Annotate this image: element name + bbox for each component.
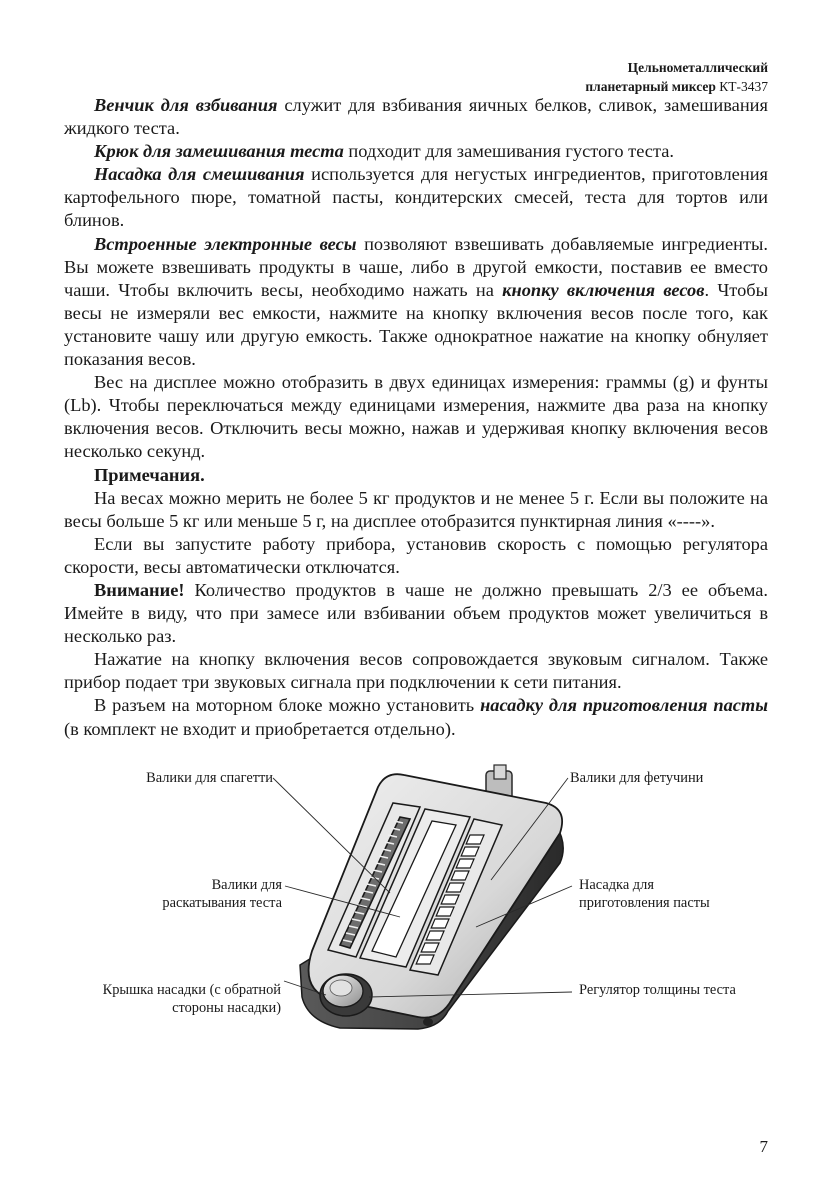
paragraph-whisk xyxy=(64,94,768,140)
label-thickness-knob: Регулятор толщины теста xyxy=(579,982,736,998)
term-pasta-attachment: насадку для приготовления пасты xyxy=(480,695,768,716)
paragraph-text: подходит для замешивания густого теста. xyxy=(343,141,674,162)
paragraph-text: В разъем на моторном блоке можно установить xyxy=(94,695,481,716)
notes-heading: Примечания. xyxy=(94,464,205,485)
paragraph-note-speed: Если вы запустите работу прибора, установив скорость с помощью регулятора скорости, весы автоматически отключатся. xyxy=(64,533,768,577)
paragraph-sound: Нажатие на кнопку включения весов сопровождается звуковым сигналом. Также прибор подает три звуковых сигнала при подключении к сети питания. xyxy=(64,649,768,693)
paragraph-text: используется для негустых ингредиентов, приготовления картофельного пюре, томатной пасты, кондитерских смесей, теста для тортов или блинов. xyxy=(64,164,768,231)
paragraph-pasta xyxy=(64,694,768,740)
paragraph-scales xyxy=(64,233,768,372)
warning-label: Внимание! xyxy=(94,579,185,600)
term-scale-button: кнопку включения весов xyxy=(502,279,705,300)
paragraph-text: служит для взбивания яичных белков, сливок, замешивания жидкого теста. xyxy=(64,95,768,139)
label-line: Насадка для xyxy=(579,877,654,893)
paragraph-text: позволяют взвешивать добавляемые ингредиенты. Вы можете взвешивать продукты в чаше, либо в другой емкости, поставив ее вместо чаши. Чтобы включить весы, необходимо нажать на xyxy=(64,233,768,300)
label-attachment-cover xyxy=(103,982,281,1017)
label-fettuccine-rollers: Валики для фетучини xyxy=(570,770,704,786)
paragraph-text: (в комплект не входит и приобретается отдельно). xyxy=(64,718,456,739)
paragraph-text: . Чтобы весы не измеряли вес емкости, нажмите на кнопку включения весов после того, как установите чашу или другую емкость. Также однократное нажатие на кнопку обнуляет показания весов. xyxy=(64,279,768,370)
header-model: КТ-3437 xyxy=(719,79,768,94)
paragraph-warning xyxy=(64,579,768,648)
header-product: планетарный миксер xyxy=(585,79,720,94)
paragraph-hook xyxy=(64,140,768,163)
term-scales: Встроенные электронные весы xyxy=(94,233,357,254)
label-pasta-attachment xyxy=(579,877,710,912)
label-line: стороны насадки) xyxy=(172,999,281,1016)
label-line: раскатывания теста xyxy=(162,894,282,911)
paragraph-beater xyxy=(64,163,768,232)
page-header xyxy=(585,58,768,96)
header-line-1: Цельнометаллический xyxy=(627,60,768,75)
body-text xyxy=(64,94,768,741)
term-beater: Насадка для смешивания xyxy=(94,164,305,185)
label-spaghetti-rollers: Валики для спагетти xyxy=(146,770,273,786)
label-rolling-rollers xyxy=(162,877,282,912)
page-number: 7 xyxy=(759,1137,768,1156)
paragraph-text: Количество продуктов в чаше не должно превышать 2/3 ее объема. Имейте в виду, что при замесе или взбивании объем продуктов может увеличиться в несколько раз. xyxy=(64,579,768,647)
term-hook: Крюк для замешивания теста xyxy=(94,141,344,162)
term-whisk: Венчик для взбивания xyxy=(94,95,278,115)
label-line: приготовления пасты xyxy=(579,894,710,911)
label-line: Крышка насадки (с обратной xyxy=(102,982,281,998)
paragraph-units: Вес на дисплее можно отобразить в двух единицах измерения: граммы (g) и фунты (Lb). Чтобы переключаться между единицами измерения, нажмите два раза на кнопку включения весов. Отключить весы можно, нажав и удерживая кнопку включения весов несколько секунд. xyxy=(64,372,768,462)
pasta-attachment-drawing xyxy=(0,745,838,1065)
label-line: Валики для xyxy=(211,877,282,893)
paragraph-note-limits: На весах можно мерить не более 5 кг продуктов и не менее 5 г. Если вы положите на весы больше 5 кг или меньше 5 г, на дисплее отобразится пунктирная линия «----». xyxy=(64,487,768,531)
pasta-attachment-figure xyxy=(0,745,838,1065)
thickness-knob xyxy=(320,974,372,1016)
